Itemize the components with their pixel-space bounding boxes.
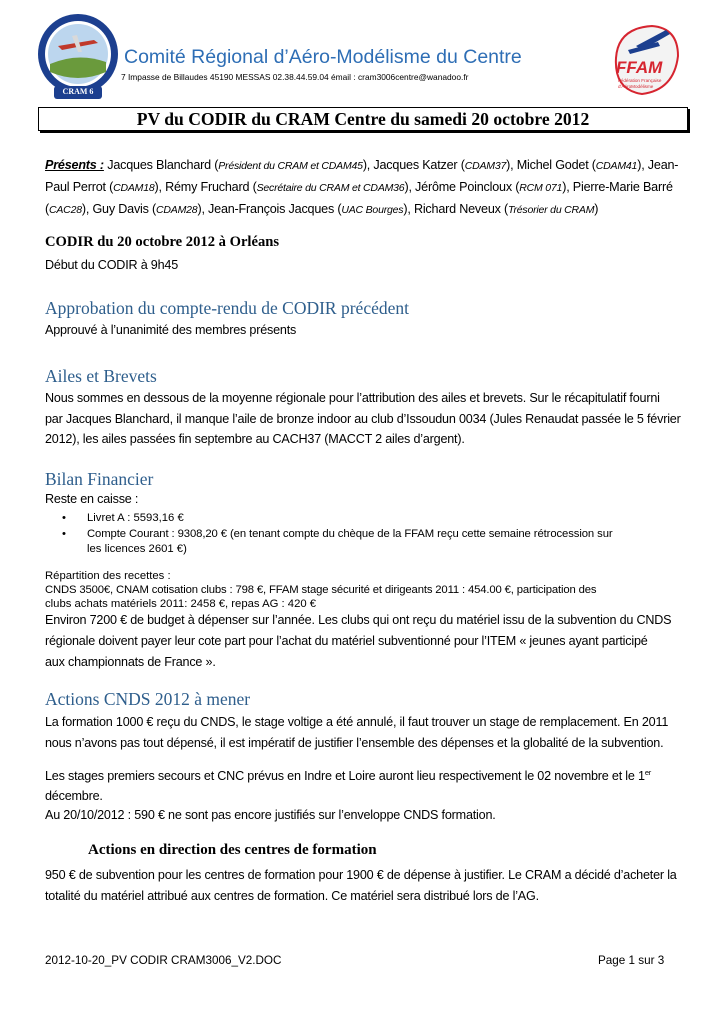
list-item (62, 511, 682, 525)
reste-en-caisse: Reste en caisse : (45, 492, 139, 506)
attendee-role: Trésorier du CRAM (508, 204, 595, 216)
ffam-logo-subtitle: Fédération Française d'AéroModélisme (618, 78, 662, 89)
cram-badge-text: CRAM 6 (62, 87, 94, 96)
cnds-line: La formation 1000 € reçu du CNDS, le stage voltige a été annulé, il faut trouver un stage de remplacement. En 2011 (45, 715, 669, 729)
attendee-separator: ), (154, 180, 166, 194)
ailes-line: Nous sommes en dessous de la moyenne régionale pour l’attribution des ailes et brevets. Sur le récapitulatif fourni (45, 391, 660, 405)
attendee-name: Michel Godet ( (516, 158, 596, 172)
cnds-paragraph-3: Au 20/10/2012 : 590 € ne sont pas encore justifiés sur l’enveloppe CNDS formation. (45, 808, 496, 822)
attendee-name: Jacques Blanchard ( (107, 158, 219, 172)
centres-line: totalité du matériel attribué aux centres de formation. Ce matériel sera distribué lors de l’AG. (45, 889, 539, 903)
attendee-name: Jean-Paul Perrot ( (45, 158, 679, 194)
ffam-logo-text: FFAM (616, 58, 663, 77)
ailes-line: par Jacques Blanchard, il manque l’aile de bronze indoor au club d’Issoudun 0034 (Jules Renaudat passée le 5 février (45, 411, 681, 426)
attendee-name: Rémy Fruchard ( (165, 180, 257, 194)
attendee-name: Guy Davis ( (92, 202, 157, 216)
repartition-line: CNDS 3500€, CNAM cotisation clubs : 798 €, FFAM stage sécurité et dirigeants 2011 : 454.00 €, participation des (45, 584, 597, 597)
document-title: PV du CODIR du CRAM Centre du samedi 20 octobre 2012 (136, 109, 590, 129)
cram-logo-text (36, 8, 120, 9)
attendee-separator: ), (81, 202, 93, 216)
attendee-role: CDAM37 (464, 160, 507, 172)
cnds-stages-text: Les stages premiers secours et CNC prévus en Indre et Loire auront lieu respectivement le 02 novembre et le 1 (45, 769, 645, 784)
presents-label: Présents : (45, 158, 104, 172)
heading-ailes-brevets: Ailes et Brevets (45, 366, 157, 386)
repartition-block (45, 569, 695, 612)
title-box (38, 107, 688, 131)
livret-text: Livret A : 5593,16 € (87, 512, 184, 524)
ailes-paragraph (45, 388, 695, 450)
attendee-role: Président du CRAM et CDAM45 (218, 160, 363, 172)
compte-text-2: les licences 2601 €) (87, 542, 187, 555)
attendee-separator: ), (197, 202, 209, 216)
attendee-role: CDAM41 (595, 160, 638, 172)
list-item (62, 527, 682, 556)
attendee-role: CDAM18 (113, 182, 155, 194)
bullet-icon: • (62, 528, 66, 541)
attendee-role: Secrétaire du CRAM et CDAM36 (256, 182, 405, 194)
org-address: 7 Impasse de Billaudes 45190 MESSAS 02.38.44.59.04 émail : cram3006centre@wanadoo.fr (121, 72, 469, 82)
bullet-icon: • (62, 512, 66, 524)
attendee-separator: ), (362, 158, 374, 172)
environ-paragraph (45, 610, 695, 672)
footer-page-number: Page 1 sur 3 (598, 954, 665, 967)
cnds-stages-line-2: décembre. (45, 788, 103, 803)
centres-line: 950 € de subvention pour les centres de formation pour 1900 € de dépense à justifier. Le CRAM a décidé d’acheter la (45, 868, 677, 882)
environ-line: régionale doivent payer leur cote part pour l’achat du matériel subventionné pour l’ITEM « jeunes ayant participé (45, 633, 648, 648)
attendee-role: CDAM28 (156, 204, 198, 216)
attendee-list (45, 158, 678, 216)
superscript-er: er (644, 768, 652, 777)
attendee-separator: ), (562, 180, 573, 194)
heading-actions-cnds: Actions CNDS 2012 à mener (45, 689, 251, 709)
attendee-separator: ) (594, 202, 599, 216)
ailes-line: 2012), les ailes passées fin septembre au CACH37 (MACCT 2 ailes d’argent). (45, 432, 465, 446)
attendee-role: RCM 071 (519, 182, 563, 194)
cnds-paragraph-1 (45, 712, 695, 753)
cnds-line: nous n’avons pas tout dépensé, il est impératif de justifier l’ensemble des dépenses et la globalité de la subvention. (45, 735, 664, 750)
compte-text-1: Compte Courant : 9308,20 € (en tenant compte du chèque de la FFAM reçu cette semaine rétrocession sur (87, 528, 613, 541)
repartition-line: clubs achats matériels 2011: 2458 €, repas AG : 420 € (45, 598, 317, 611)
environ-line: aux championnats de France ». (45, 654, 216, 669)
cnds-stages-line (45, 763, 695, 787)
approbation-text: Approuvé à l’unanimité des membres présents (45, 323, 297, 337)
attendee-separator: ), (506, 158, 517, 172)
attendee-name: Jacques Katzer ( (373, 158, 465, 172)
cram-logo (36, 12, 120, 102)
attendee-separator: ), (637, 158, 648, 172)
attendee-role: UAC Bourges (341, 204, 404, 216)
ffam-logo (608, 20, 684, 100)
codir-start: Début du CODIR à 9h45 (45, 258, 179, 272)
org-title: Comité Régional d’Aéro-Modélisme du Centre (124, 46, 522, 68)
presents-block (45, 155, 685, 221)
footer-filename: 2012-10-20_PV CODIR CRAM3006_V2.DOC (45, 954, 282, 967)
caisse-list (62, 511, 682, 556)
attendee-name: Richard Neveux ( (413, 202, 509, 216)
codir-heading: CODIR du 20 octobre 2012 à Orléans (45, 234, 280, 250)
attendee-name: Jérôme Poincloux ( (415, 180, 520, 194)
heading-bilan-financier: Bilan Financier (45, 469, 154, 489)
cnds-paragraph-2 (45, 763, 695, 806)
attendee-separator: ), (403, 202, 414, 216)
attendee-separator: ), (404, 180, 416, 194)
attendee-role: CAC28 (49, 204, 82, 216)
attendee-name: Pierre-Marie Barré ( (45, 180, 673, 216)
repartition-line: Répartition des recettes : (45, 570, 171, 582)
attendee-name: Jean-François Jacques ( (208, 202, 342, 216)
environ-line: Environ 7200 € de budget à dépenser sur l’année. Les clubs qui ont reçu du matériel issu de la subvention du CNDS (45, 613, 672, 627)
heading-centres-formation: Actions en direction des centres de formation (88, 842, 377, 858)
centres-paragraph (45, 865, 695, 907)
heading-approbation: Approbation du compte-rendu de CODIR précédent (45, 298, 409, 318)
